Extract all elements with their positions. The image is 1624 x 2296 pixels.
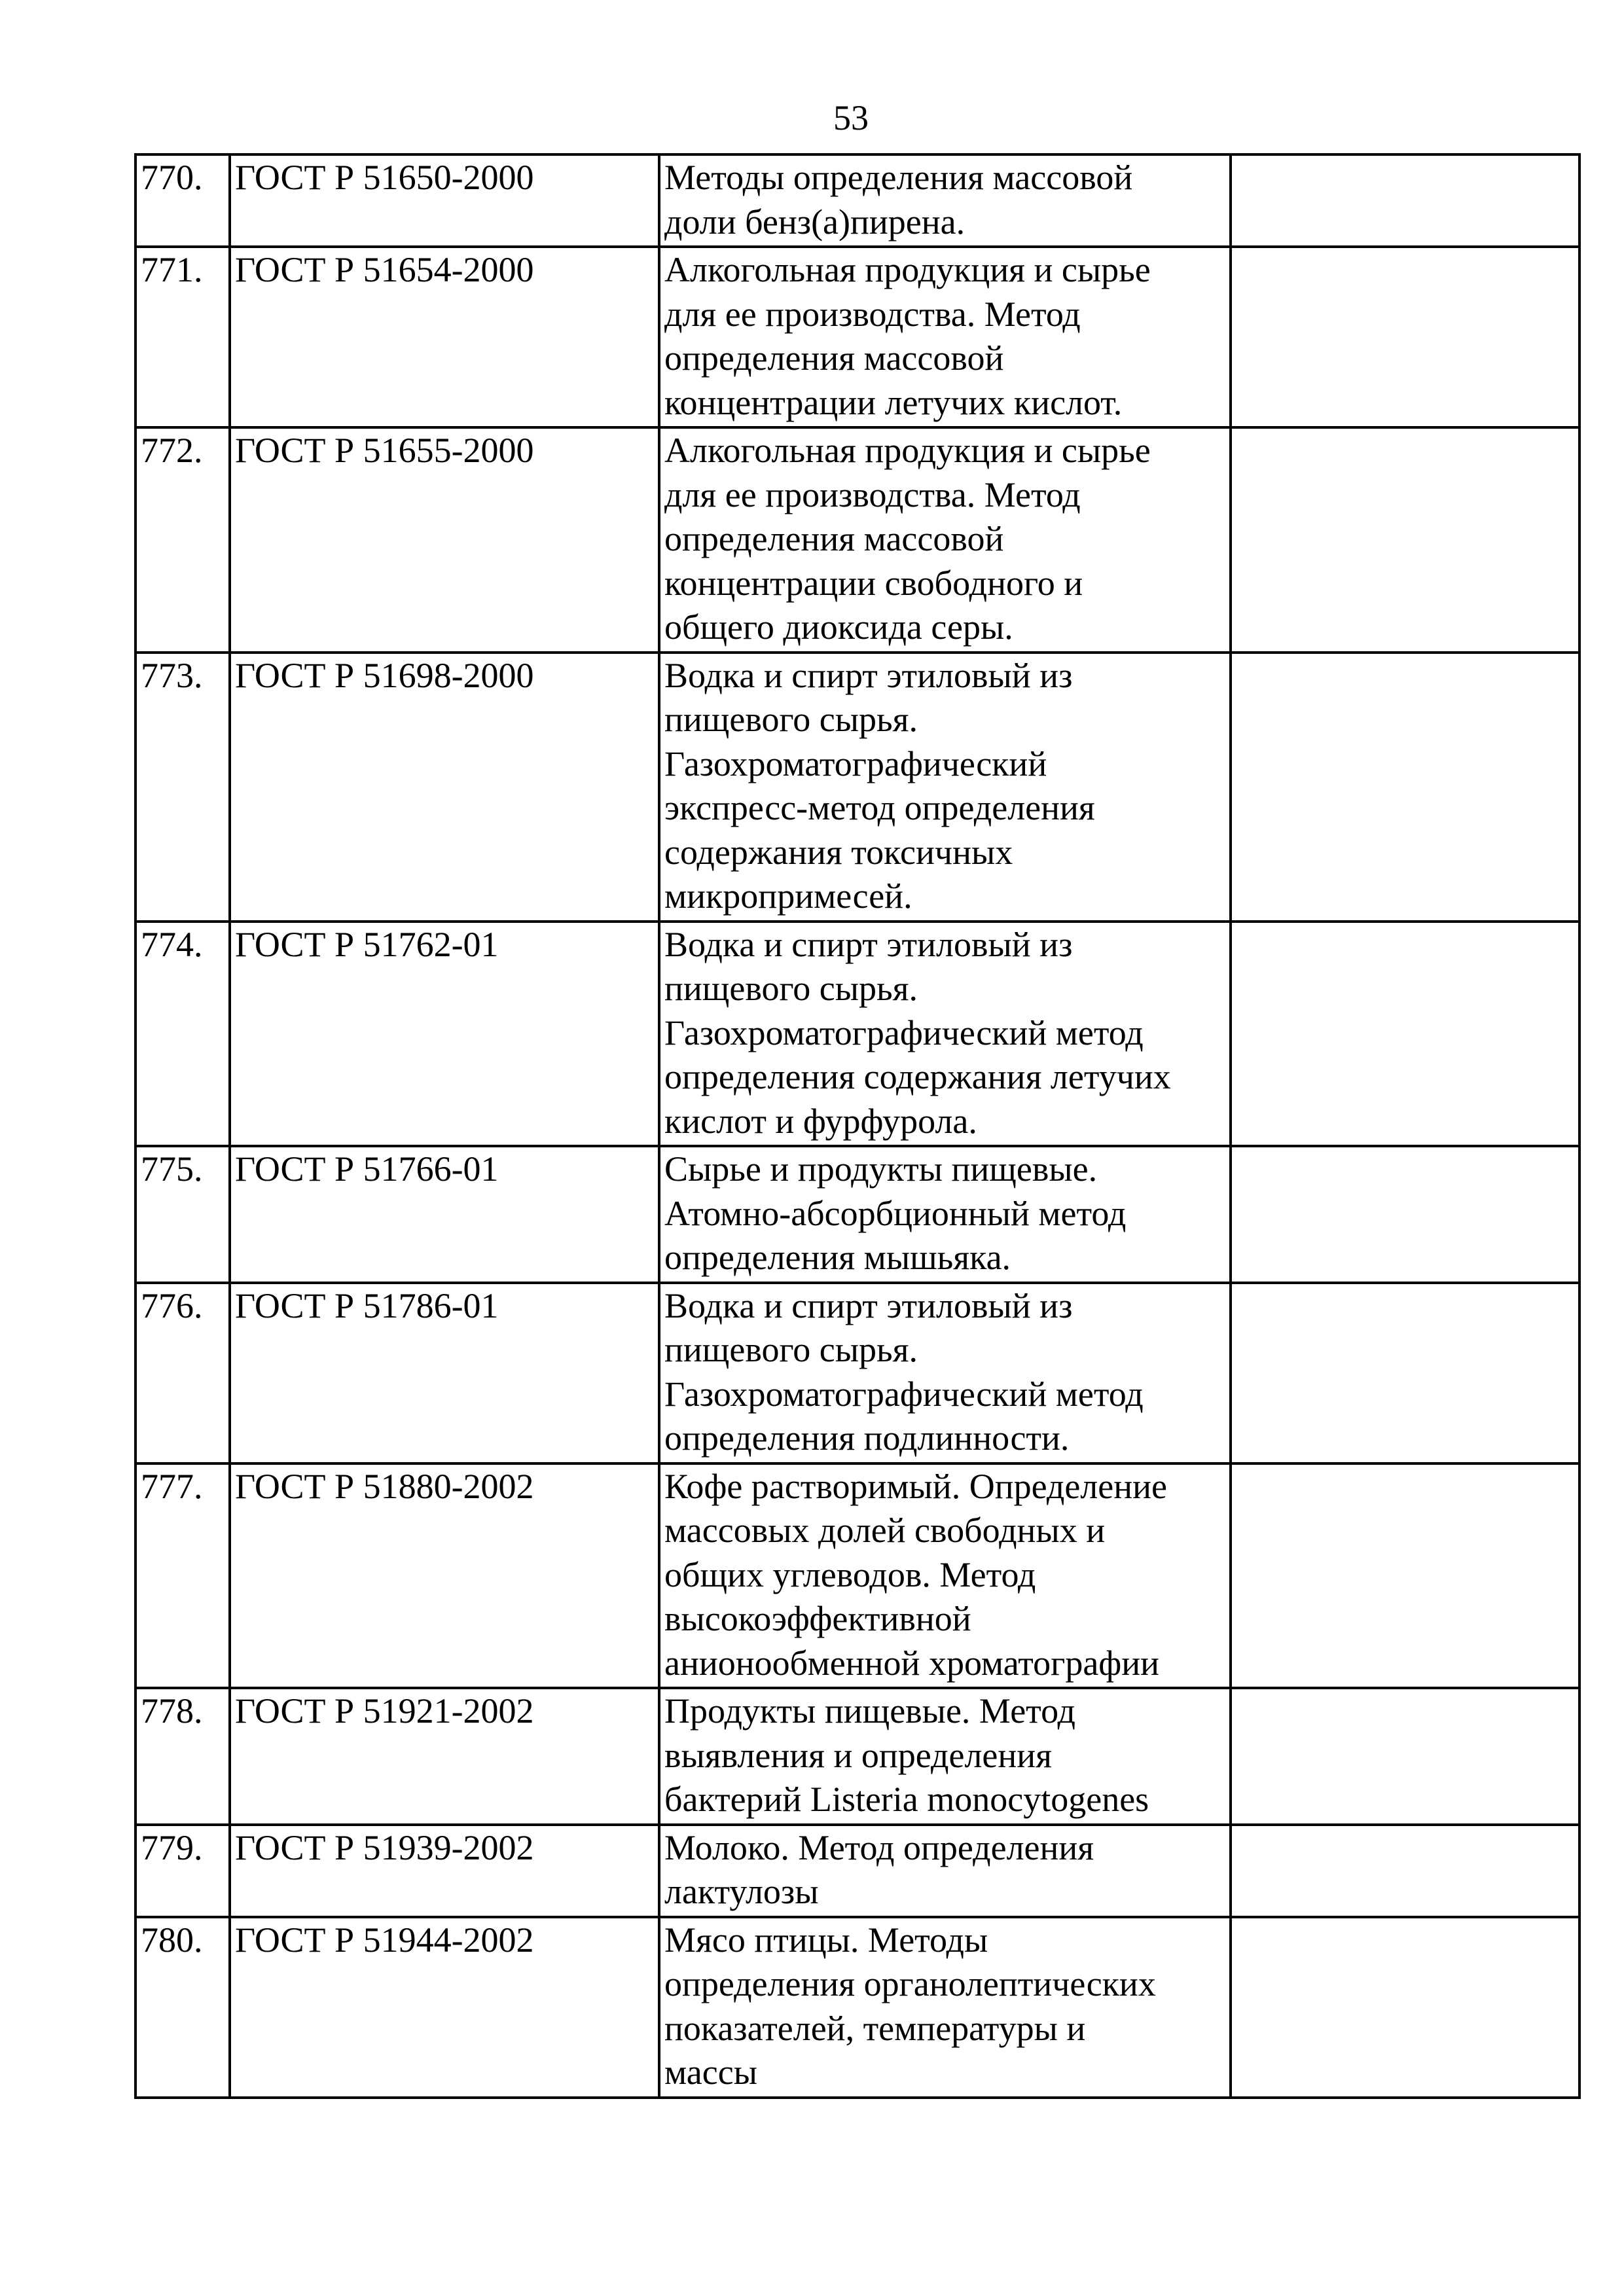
standard-code: ГОСТ Р 51880-2002 [230, 1463, 659, 1689]
standard-title-line: определения органолептических [664, 1964, 1156, 2003]
row-number: 777. [135, 1463, 230, 1689]
standard-title-line: содержания токсичных [664, 832, 1013, 872]
standard-title-line: высокоэффективной [664, 1599, 971, 1638]
notes-cell [1231, 653, 1579, 922]
standard-title-line: Газохроматографический метод [664, 1374, 1144, 1414]
standard-title-line: Атомно-абсорбционный метод [664, 1193, 1127, 1233]
standard-code: ГОСТ Р 51654-2000 [230, 247, 659, 427]
standard-title [659, 1917, 1231, 2098]
standard-title-line: Молоко. Метод определения [664, 1827, 1094, 1867]
standard-title-line: определения содержания летучих [664, 1057, 1171, 1096]
standards-table-body [135, 154, 1579, 2098]
standard-title [659, 1825, 1231, 1917]
page-number: 53 [833, 98, 869, 137]
standard-title-line: бактерий Listeria monocytogenes [664, 1780, 1149, 1819]
row-number: 780. [135, 1917, 230, 2098]
standard-title-line: определения мышьяка. [664, 1238, 1011, 1277]
notes-cell [1231, 1917, 1579, 2098]
notes-cell [1231, 922, 1579, 1147]
notes-cell [1231, 1283, 1579, 1463]
standard-title-line: определения массовой [664, 338, 1004, 378]
table-row [135, 922, 1579, 1147]
row-number: 772. [135, 427, 230, 653]
table-row [135, 1146, 1579, 1283]
table-row [135, 1917, 1579, 2098]
table-row [135, 1825, 1579, 1917]
notes-cell [1231, 247, 1579, 427]
standard-title [659, 1463, 1231, 1689]
table-row [135, 427, 1579, 653]
standard-title-line: Методы определения массовой [664, 158, 1133, 197]
standard-title-line: общих углеводов. Метод [664, 1554, 1036, 1594]
standard-code: ГОСТ Р 51650-2000 [230, 154, 659, 247]
row-number: 775. [135, 1146, 230, 1283]
notes-cell [1231, 1688, 1579, 1825]
standard-title-line: Алкогольная продукция и сырье [664, 250, 1151, 289]
standard-title-line: пищевого сырья. [664, 1330, 918, 1369]
standard-title [659, 1283, 1231, 1463]
standard-title-line: лактулозы [664, 1872, 819, 1911]
table-row [135, 154, 1579, 247]
table-row [135, 1688, 1579, 1825]
standard-title [659, 922, 1231, 1147]
row-number: 773. [135, 653, 230, 922]
standard-title [659, 1688, 1231, 1825]
notes-cell [1231, 154, 1579, 247]
row-number: 770. [135, 154, 230, 247]
row-number: 779. [135, 1825, 230, 1917]
notes-cell [1231, 1825, 1579, 1917]
standard-title-line: Газохроматографический [664, 744, 1047, 783]
standard-title-line: Водка и спирт этиловый из [664, 1285, 1073, 1325]
table-row [135, 247, 1579, 427]
standard-title [659, 427, 1231, 653]
standard-code: ГОСТ Р 51939-2002 [230, 1825, 659, 1917]
standard-title-line: пищевого сырья. [664, 969, 918, 1008]
standard-title-line: Алкогольная продукция и сырье [664, 431, 1151, 470]
standard-title-line: массы [664, 2053, 757, 2092]
row-number: 771. [135, 247, 230, 427]
standard-title-line: доли бенз(а)пирена. [664, 202, 965, 242]
standard-code: ГОСТ Р 51762-01 [230, 922, 659, 1147]
standard-title [659, 247, 1231, 427]
row-number: 778. [135, 1688, 230, 1825]
standard-title-line: концентрации свободного и [664, 563, 1083, 603]
table-row [135, 653, 1579, 922]
standard-title [659, 653, 1231, 922]
standard-title-line: микропримесей. [664, 876, 912, 916]
table-row [135, 1463, 1579, 1689]
standard-title [659, 1146, 1231, 1283]
standard-title-line: для ее производства. Метод [664, 475, 1081, 514]
standard-code: ГОСТ Р 51655-2000 [230, 427, 659, 653]
standard-title-line: Водка и спирт этиловый из [664, 655, 1073, 695]
standard-title-line: пищевого сырья. [664, 700, 918, 739]
row-number: 776. [135, 1283, 230, 1463]
standard-title-line: Газохроматографический метод [664, 1013, 1144, 1052]
standard-title-line: Кофе растворимый. Определение [664, 1466, 1167, 1506]
standard-title-line: общего диоксида серы. [664, 607, 1013, 647]
standard-title-line: Водка и спирт этиловый из [664, 924, 1073, 964]
standard-title [659, 154, 1231, 247]
standard-title-line: экспресс-метод определения [664, 788, 1095, 827]
standard-title-line: Сырье и продукты пищевые. [664, 1149, 1098, 1189]
notes-cell [1231, 427, 1579, 653]
standard-title-line: определения массовой [664, 519, 1004, 558]
standard-title-line: определения подлинности. [664, 1418, 1070, 1458]
standard-title-line: анионообменной хроматографии [664, 1643, 1160, 1683]
standard-code: ГОСТ Р 51944-2002 [230, 1917, 659, 2098]
standard-title-line: кислот и фурфурола. [664, 1101, 977, 1141]
standard-title-line: концентрации летучих кислот. [664, 382, 1123, 422]
standard-code: ГОСТ Р 51766-01 [230, 1146, 659, 1283]
standard-title-line: Продукты пищевые. Метод [664, 1691, 1075, 1731]
notes-cell [1231, 1146, 1579, 1283]
standard-code: ГОСТ Р 51786-01 [230, 1283, 659, 1463]
standard-title-line: выявления и определения [664, 1735, 1052, 1775]
standard-title-line: показателей, температуры и [664, 2008, 1086, 2048]
standard-code: ГОСТ Р 51921-2002 [230, 1688, 659, 1825]
standard-title-line: Мясо птицы. Методы [664, 1920, 988, 1960]
notes-cell [1231, 1463, 1579, 1689]
standard-code: ГОСТ Р 51698-2000 [230, 653, 659, 922]
standards-table [134, 153, 1581, 2099]
table-row [135, 1283, 1579, 1463]
standard-title-line: для ее производства. Метод [664, 294, 1081, 334]
row-number: 774. [135, 922, 230, 1147]
standard-title-line: массовых долей свободных и [664, 1511, 1106, 1550]
